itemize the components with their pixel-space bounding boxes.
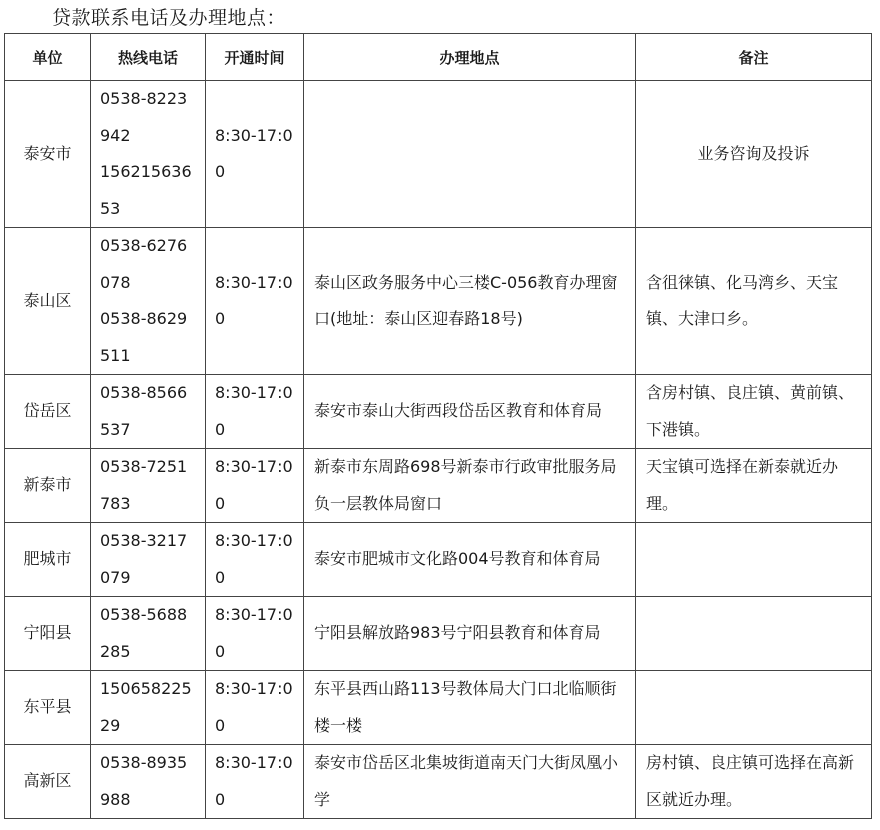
time-line: 8:30-17:0 xyxy=(215,383,293,402)
time-line: 8:30-17:0 xyxy=(215,753,293,772)
phone-line: 0538-6276 xyxy=(100,236,188,255)
time-line: 0 xyxy=(215,715,226,735)
note-cell: 含徂徕镇、化马湾乡、天宝镇、大津口乡。 xyxy=(636,228,872,375)
time-line: 0 xyxy=(215,789,226,809)
phone-line: 511 xyxy=(100,345,131,365)
time-line: 0 xyxy=(215,641,226,661)
address-cell: 宁阳县解放路983号宁阳县教育和体育局 xyxy=(304,597,636,671)
table-row xyxy=(5,523,872,597)
phone-line: 0538-8935 xyxy=(100,753,188,772)
address-cell: 新泰市东周路698号新泰市行政审批服务局负一层教体局窗口 xyxy=(304,449,636,523)
phone-line: 079 xyxy=(100,567,131,587)
phone-line: 0538-5688 xyxy=(100,605,188,624)
phone-line: 0538-7251 xyxy=(100,457,188,476)
phone-line: 0538-3217 xyxy=(100,531,188,550)
time-cell xyxy=(206,523,304,597)
table-row xyxy=(5,375,872,449)
phone-line: 783 xyxy=(100,493,131,513)
note-cell xyxy=(636,671,872,745)
phone-line: 0538-8566 xyxy=(100,383,188,402)
phone-cell xyxy=(91,375,206,449)
page-title: 贷款联系电话及办理地点： xyxy=(52,7,287,29)
unit-cell: 肥城市 xyxy=(5,523,91,597)
table-header-row xyxy=(5,34,872,81)
unit-cell: 新泰市 xyxy=(5,449,91,523)
phone-line: 0538-8223 xyxy=(100,89,188,108)
header-address: 办理地点 xyxy=(304,34,636,81)
time-line: 0 xyxy=(215,567,226,587)
header-hours: 开通时间 xyxy=(206,34,304,81)
header-note: 备注 xyxy=(636,34,872,81)
time-cell xyxy=(206,375,304,449)
phone-cell xyxy=(91,597,206,671)
time-cell xyxy=(206,597,304,671)
address-cell: 东平县西山路113号教体局大门口北临顺街楼一楼 xyxy=(304,671,636,745)
phone-cell xyxy=(91,671,206,745)
note-cell: 天宝镇可选择在新泰就近办理。 xyxy=(636,449,872,523)
time-line: 0 xyxy=(215,419,226,439)
time-line: 8:30-17:0 xyxy=(215,125,293,145)
table-row xyxy=(5,745,872,819)
time-cell xyxy=(206,81,304,228)
phone-cell xyxy=(91,523,206,597)
table-row xyxy=(5,228,872,375)
time-line: 8:30-17:0 xyxy=(215,272,293,292)
address-cell: 泰山区政务服务中心三楼C-056教育办理窗口(地址：泰山区迎春路18号) xyxy=(304,228,636,375)
table-row xyxy=(5,597,872,671)
phone-line: 0538-8629 xyxy=(100,309,188,328)
note-cell xyxy=(636,597,872,671)
unit-cell: 泰山区 xyxy=(5,228,91,375)
unit-cell: 东平县 xyxy=(5,671,91,745)
unit-cell: 泰安市 xyxy=(5,81,91,228)
time-line: 8:30-17:0 xyxy=(215,531,293,550)
phone-line: 29 xyxy=(100,715,121,735)
address-cell: 泰安市泰山大街西段岱岳区教育和体育局 xyxy=(304,375,636,449)
phone-line: 078 xyxy=(100,272,131,292)
header-unit: 单位 xyxy=(5,34,91,81)
address-cell: 泰安市肥城市文化路004号教育和体育局 xyxy=(304,523,636,597)
time-cell xyxy=(206,228,304,375)
time-line: 8:30-17:0 xyxy=(215,679,293,698)
phone-cell xyxy=(91,228,206,375)
time-cell xyxy=(206,671,304,745)
note-cell: 业务咨询及投诉 xyxy=(636,81,872,228)
table-row xyxy=(5,449,872,523)
table-row xyxy=(5,671,872,745)
phone-cell xyxy=(91,449,206,523)
note-cell xyxy=(636,523,872,597)
phone-line: 537 xyxy=(100,419,131,439)
table-row xyxy=(5,81,872,228)
address-cell xyxy=(304,81,636,228)
phone-line: 942 xyxy=(100,125,131,145)
time-line: 0 xyxy=(215,493,226,513)
time-line: 8:30-17:0 xyxy=(215,605,293,624)
header-hotline: 热线电话 xyxy=(91,34,206,81)
unit-cell: 高新区 xyxy=(5,745,91,819)
phone-line: 53 xyxy=(100,198,121,218)
unit-cell: 岱岳区 xyxy=(5,375,91,449)
phone-line: 988 xyxy=(100,789,131,809)
time-cell xyxy=(206,449,304,523)
address-cell: 泰安市岱岳区北集坡街道南天门大街凤凰小学 xyxy=(304,745,636,819)
phone-cell xyxy=(91,81,206,228)
note-cell: 含房村镇、良庄镇、黄前镇、下港镇。 xyxy=(636,375,872,449)
time-line: 8:30-17:0 xyxy=(215,457,293,476)
note-cell: 房村镇、良庄镇可选择在高新区就近办理。 xyxy=(636,745,872,819)
phone-cell xyxy=(91,745,206,819)
unit-cell: 宁阳县 xyxy=(5,597,91,671)
time-line: 0 xyxy=(215,162,226,181)
loan-contact-table xyxy=(4,33,872,819)
time-cell xyxy=(206,745,304,819)
time-line: 0 xyxy=(215,309,226,328)
phone-line: 285 xyxy=(100,641,131,661)
phone-line: 156215636 xyxy=(100,162,192,181)
phone-line: 150658225 xyxy=(100,679,192,698)
